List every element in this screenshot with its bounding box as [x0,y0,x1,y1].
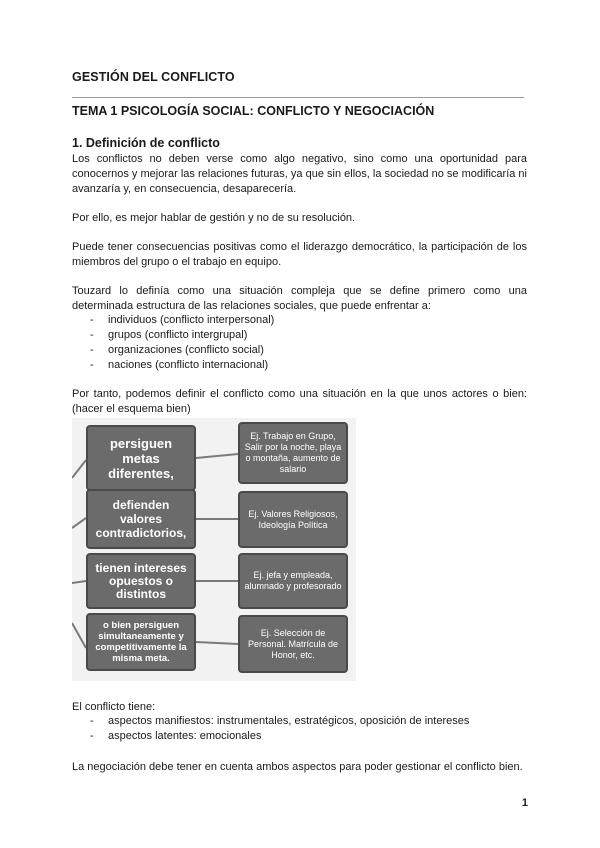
paragraph-conflicto-tiene: El conflicto tiene: [72,701,156,713]
connector-line [72,460,86,478]
list-item-text: organizaciones (conflicto social) [108,344,264,356]
list-item [90,328,274,343]
connector-line [72,581,86,583]
list-item-text: naciones (conflicto internacional) [108,359,269,371]
diagram-box-valores: defienden valores contradictorios, [86,489,196,549]
conflict-diagram [72,418,356,681]
list-item [90,729,469,744]
connector-line [72,518,86,528]
paragraph-gestion: Por ello, es mejor hablar de gestión y no de su resolución. [72,212,356,224]
section-title: 1. Definición de conflicto [72,136,220,150]
paragraph-definicion: Por tanto, podemos definir el conflicto como una situación en la que unos actores o bien: (hacer el esquema bien) [72,388,527,415]
title-divider [72,97,524,98]
diagram-box-misma-meta: o bien persiguen simultaneamente y competitivamente la misma meta. [86,613,196,671]
list-item-text: aspectos manifiestos: instrumentales, estratégicos, oposición de intereses [108,715,470,727]
document-title: GESTIÓN DEL CONFLICTO [72,70,235,84]
list-item-text: individuos (conflicto interpersonal) [108,314,275,326]
diagram-example-jefa: Ej. jefa y empleada, alumnado y profesorado [238,553,348,609]
diagram-example-trabajo: Ej. Trabajo en Grupo, Salir por la noche, playa o montaña, aumento de salario [238,422,348,484]
list-item-text: grupos (conflicto intergrupal) [108,329,248,341]
aspects-list [90,714,469,744]
diagram-box-metas: persiguen metas diferentes, [86,425,196,491]
list-item-text: aspectos latentes: emocionales [108,730,262,742]
bullet-dash: - [90,730,94,742]
list-item [90,714,469,729]
list-item [90,358,274,373]
paragraph-intro: Los conflictos no deben verse como algo negativo, sino como una oportunidad para conocernos y mejorar las relaciones futuras, ya que sin ellos, la sociedad no se modificaría ni avanzaría y, en consecuencia, desaparecería. [72,153,527,195]
page-number: 1 [521,797,528,809]
bullet-dash: - [90,344,94,356]
bullet-dash: - [90,314,94,326]
diagram-box-intereses: tienen intereses opuestos o distintos [86,553,196,609]
diagram-example-seleccion: Ej. Selección de Personal. Matrícula de Honor, etc. [238,615,348,673]
list-item [90,343,274,358]
connector-line [72,623,86,648]
paragraph-touzard: Touzard lo definía como una situación compleja que se define primero como una determinada estructura de las relaciones sociales, que puede enfrentar a: [72,285,527,312]
connector-line [196,454,238,458]
diagram-example-valores: Ej. Valores Religiosos, Ideología Política [238,491,348,548]
connector-line [196,642,238,644]
paragraph-consecuencias: Puede tener consecuencias positivas como el liderazgo democrático, la participación de los miembros del grupo o el trabajo en equipo. [72,241,527,268]
paragraph-negociacion: La negociación debe tener en cuenta ambos aspectos para poder gestionar el conflicto bien. [72,761,523,773]
bullet-dash: - [90,715,94,727]
bullet-dash: - [90,329,94,341]
touzard-list [90,313,274,373]
list-item [90,313,274,328]
bullet-dash: - [90,359,94,371]
topic-title: TEMA 1 PSICOLOGÍA SOCIAL: CONFLICTO Y NEGOCIACIÓN [72,104,435,118]
